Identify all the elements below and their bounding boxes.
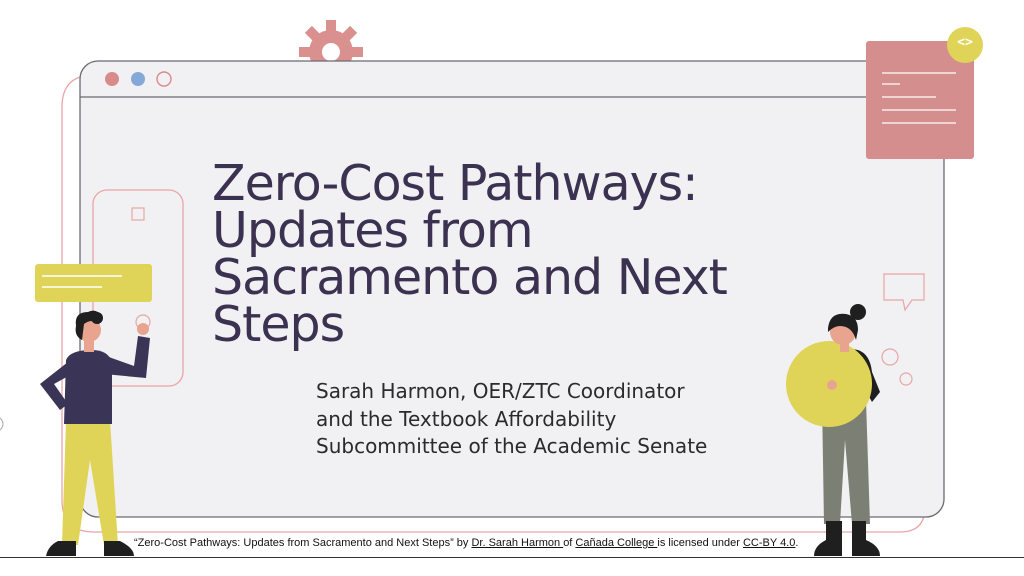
edge-arc (0, 418, 3, 430)
subtitle-line: Subcommittee of the Academic Senate (316, 434, 708, 458)
title-line: Sacramento and Next (212, 249, 727, 306)
window-dot-red (105, 72, 119, 86)
subtitle-line: Sarah Harmon, OER/ZTC Coordinator (316, 379, 685, 403)
title-line: Steps (212, 296, 345, 353)
title-line: Updates from (212, 202, 533, 259)
attribution-end: . (795, 537, 799, 549)
title-line: Zero-Cost Pathways: (212, 155, 698, 212)
attribution-prefix: “Zero-Cost Pathways: Updates from Sacramento and Next Steps” by (134, 537, 472, 549)
license-link[interactable]: CC-BY 4.0 (742, 537, 796, 549)
attribution-of: of (563, 537, 576, 549)
subtitle-line: and the Textbook Affordability (316, 406, 617, 431)
yellow-note-card (35, 264, 152, 302)
window-dot-blue (131, 72, 145, 86)
footer-divider (0, 557, 1024, 558)
code-badge-label: <> (957, 35, 973, 50)
attribution-text (134, 537, 798, 549)
slide-subtitle (316, 378, 776, 461)
slide-title (212, 155, 832, 353)
author-link[interactable]: Dr. Sarah Harmon (471, 537, 564, 549)
attribution-licensed: is licensed under (657, 537, 743, 549)
institution-link[interactable]: Cañada College (575, 537, 658, 549)
